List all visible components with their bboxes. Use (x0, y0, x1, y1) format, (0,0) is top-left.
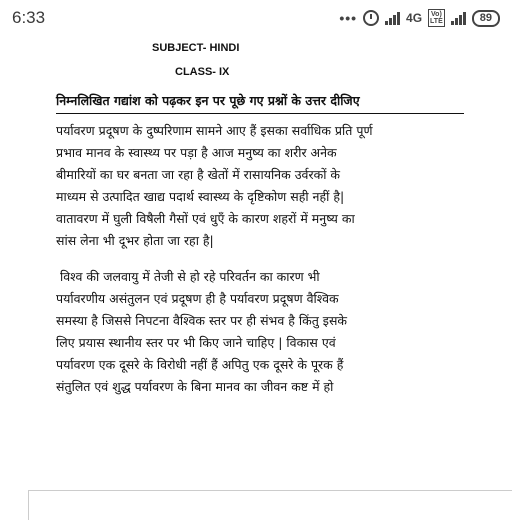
volte-icon (428, 9, 445, 27)
class-line: CLASS- IX (175, 66, 230, 78)
status-bar (0, 0, 512, 34)
network-type-label: 4G (406, 11, 423, 25)
page-divider (28, 490, 512, 491)
paragraph-line: वातावरण में घुली विषैली गैसों एवं धुएँ के कारण शहरों में मनुष्य का (56, 211, 355, 226)
paragraph-line: पर्यावरण एक दूसरे के विरोधी नहीं हैं अपितु एक दूसरे के पूरक हैं (56, 357, 344, 372)
notification-dots-icon: ••• (339, 10, 358, 26)
paragraph-line: सांस लेना भी दूभर होता जा रहा है| (56, 233, 214, 248)
paragraph-line: विश्व की जलवायु में तेजी से हो रहे परिवर्तन का कारण भी (56, 269, 320, 284)
paragraph-2 (56, 266, 476, 398)
status-icons (339, 9, 500, 27)
paragraph-line: माध्यम से उत्पादित खाद्य पदार्थ स्वास्थ्य के दृष्टिकोण सही नहीं है| (56, 189, 345, 204)
page-corner-border (28, 490, 29, 520)
paragraph-1 (56, 120, 476, 252)
document-page (0, 34, 512, 512)
paragraph-line: पर्यावरण प्रदूषण के दुष्परिणाम सामने आए हैं इसका सर्वाधिक प्रति पूर्ण (56, 123, 373, 138)
paragraph-line: बीमारियों का घर बनता जा रहा है खेतों में रासायनिक उर्वरकों के (56, 167, 341, 182)
passage-heading: निम्नलिखित गद्यांश को पढ़कर इन पर पूछे गए प्रश्नों के उत्तर दीजिए (56, 93, 360, 108)
status-time: 6:33 (12, 8, 46, 27)
paragraph-line: लिए प्रयास स्थानीय स्तर पर भी किए जाने चाहिए | विकास एवं (56, 335, 336, 350)
signal-strength-2-icon (451, 12, 466, 25)
paragraph-line: प्रभाव मानव के स्वास्थ्य पर पड़ा है आज मनुष्य का शरीर अनेक (56, 145, 337, 160)
paragraph-line: संतुलित एवं शुद्ध पर्यावरण के बिना मानव का जीवन कष्ट में हो (56, 379, 334, 394)
paragraph-line: पर्यावरणीय असंतुलन एवं प्रदूषण ही है पर्यावरण प्रदूषण वैश्विक (56, 291, 339, 306)
volte-line2: LTE (430, 18, 443, 25)
volte-line1: Vo) (431, 11, 442, 18)
alarm-icon (363, 10, 379, 26)
paragraph-line: समस्या है जिससे निपटना वैश्विक स्तर पर ही संभव है किंतु इसके (56, 313, 347, 328)
signal-strength-icon (385, 12, 400, 25)
battery-icon: 89 (472, 10, 500, 27)
subject-line: SUBJECT- HINDI (152, 42, 240, 54)
heading-underline (56, 113, 464, 114)
